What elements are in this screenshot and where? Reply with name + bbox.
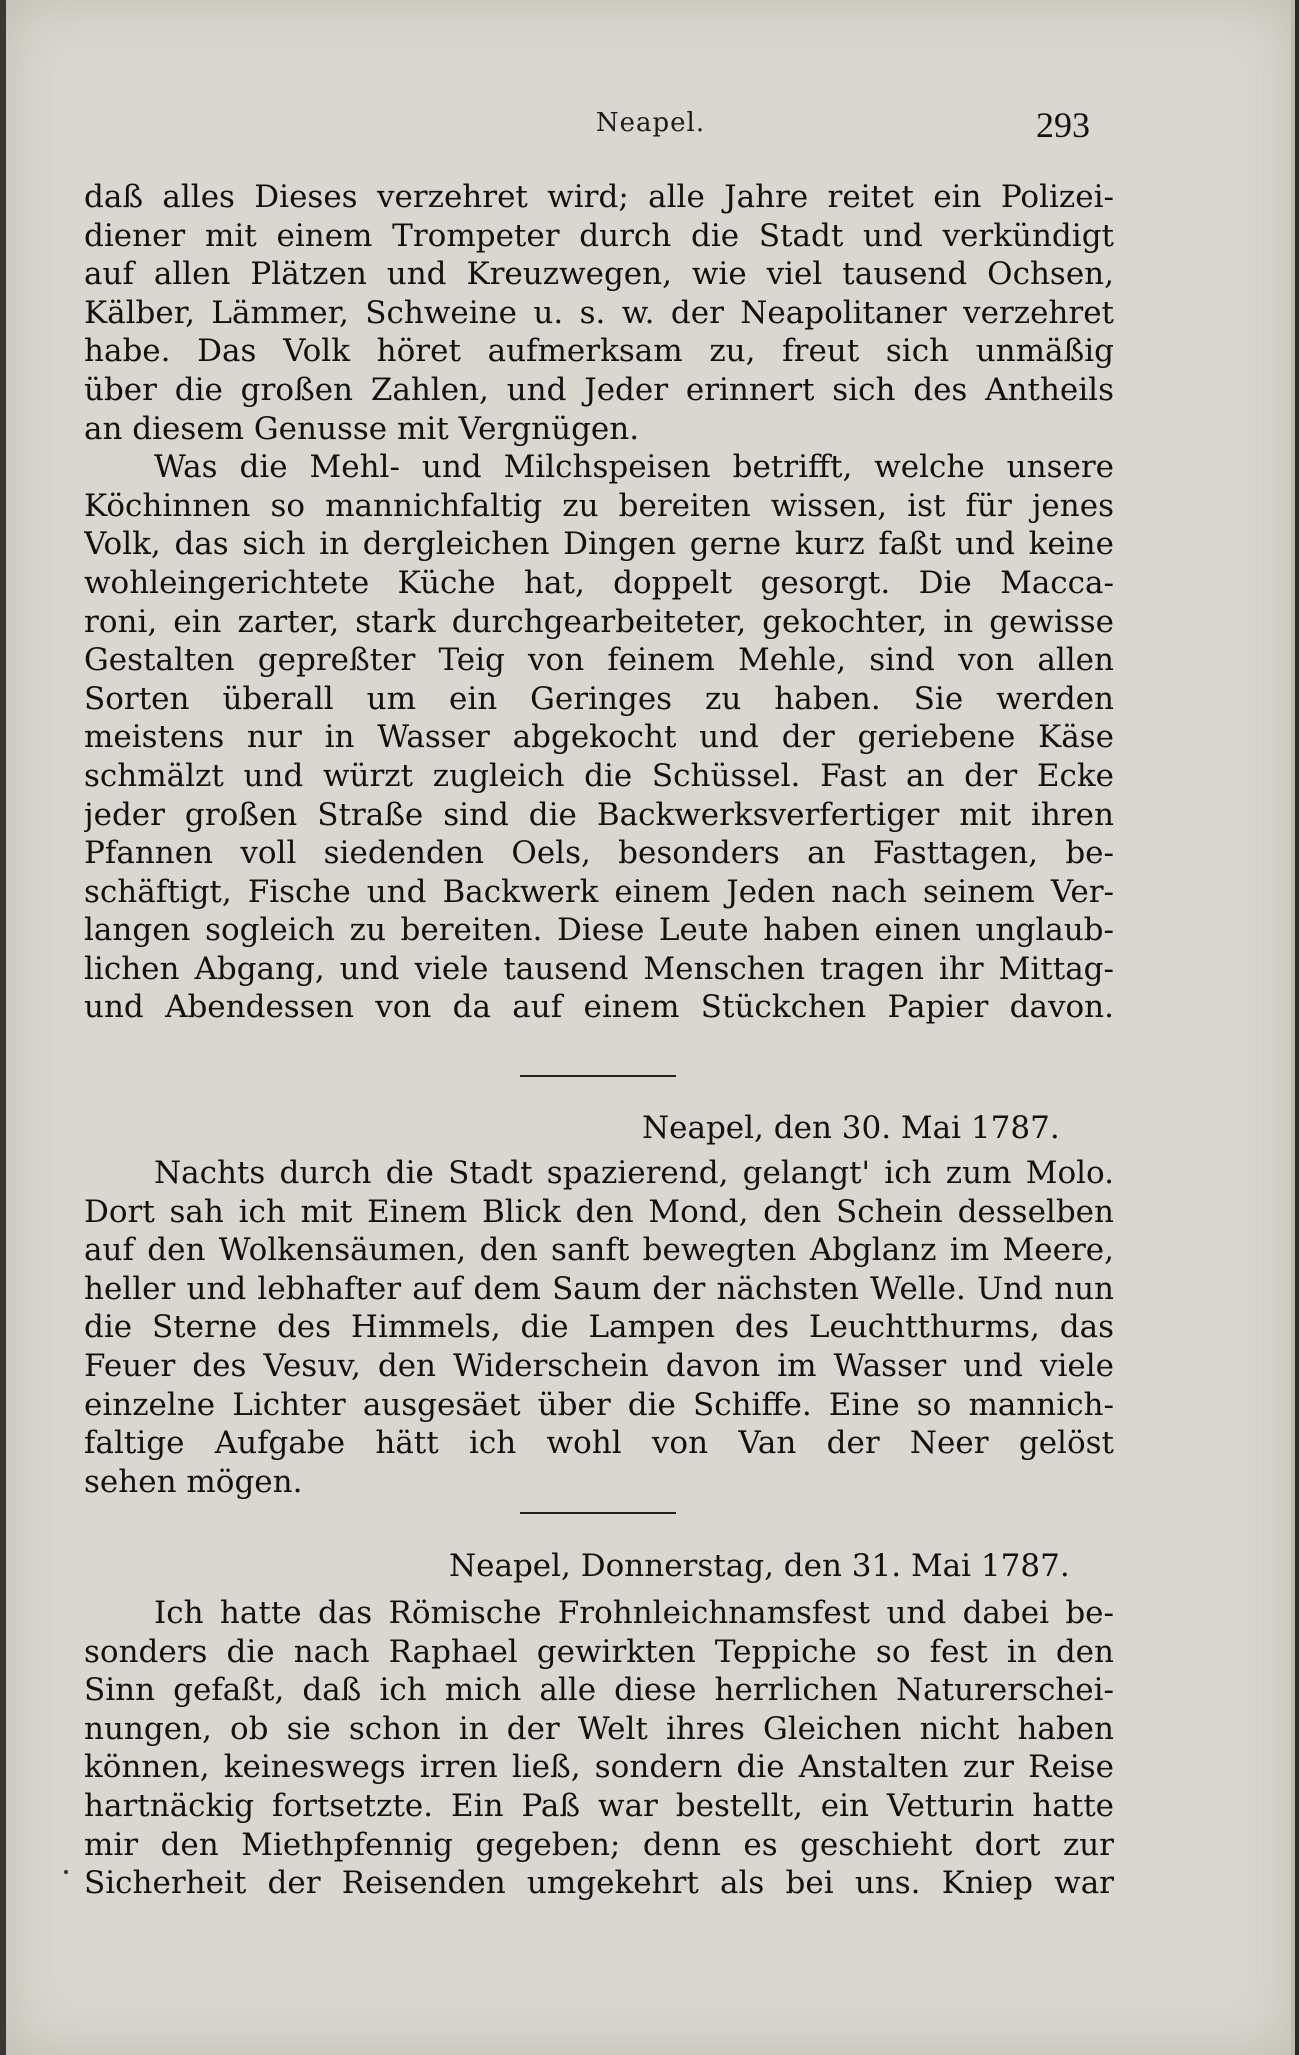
text-line: Pfannen voll siedenden Oels, besonders an Fasttagen, be- [84, 835, 1114, 872]
text-line: die Sterne des Himmels, die Lampen des Leuchtthurms, das [84, 1309, 1114, 1346]
text-line: mir den Miethpfennig gegeben; denn es geschieht dort zur [84, 1826, 1114, 1863]
text-line: Nachts durch die Stadt spazierend, gelangt' ich zum Molo. [154, 1155, 1114, 1191]
page-number: 293 [1036, 105, 1090, 145]
text-line: Sorten überall um ein Geringes zu haben. Sie werden [84, 680, 1114, 717]
text-line: Feuer des Vesuv, den Widerschein davon im Wasser und viele [84, 1347, 1114, 1384]
paragraph-block-1 [84, 178, 1114, 1027]
book-page [6, 0, 1295, 2055]
paragraph-block-3 [84, 1594, 1114, 1903]
page-edge [1291, 0, 1295, 2055]
text-line: lichen Abgang, und viele tausend Menschen tragen ihr Mittag- [84, 950, 1114, 987]
dateline: Neapel, den 30. Mai 1787. [642, 1110, 1060, 1146]
text-line: Sicherheit der Reisenden umgekehrt als bei uns. Kniep war [84, 1865, 1114, 1902]
text-line: schäftigt, Fische und Backwerk einem Jeden nach seinem Ver- [84, 873, 1114, 910]
text-line: meistens nur in Wasser abgekocht und der geriebene Käse [84, 719, 1114, 756]
ink-speck [64, 1870, 68, 1874]
paragraph-block-2 [84, 1154, 1114, 1501]
text-line: und Abendessen von da auf einem Stückchen Papier davon. [84, 989, 1114, 1026]
text-line: an diesem Genusse mit Vergnügen. [84, 410, 640, 447]
text-line: Dort sah ich mit Einem Blick den Mond, den Schein desselben [84, 1193, 1114, 1230]
text-line: faltige Aufgabe hätt ich wohl von Van der Neer gelöst [84, 1425, 1114, 1462]
text-line: können, keineswegs irren ließ, sondern die Anstalten zur Reise [84, 1749, 1114, 1786]
section-divider [520, 1512, 676, 1514]
text-line: Köchinnen so mannichfaltig zu bereiten wissen, ist für jenes [84, 487, 1114, 524]
text-line: sonders die nach Raphael gewirkten Teppiche so fest in den [84, 1633, 1114, 1670]
text-line: Kälber, Lämmer, Schweine u. s. w. der Neapolitaner verzehret [84, 294, 1114, 331]
running-title: Neapel. [595, 108, 706, 138]
text-line: hartnäckig fortsetzte. Ein Paß war bestellt, ein Vetturin hatte [84, 1787, 1114, 1824]
text-line: Volk, das sich in dergleichen Dingen gerne kurz faßt und keine [84, 526, 1114, 563]
text-line: daß alles Dieses verzehret wird; alle Jahre reitet ein Polizei- [84, 179, 1114, 215]
text-line: roni, ein zarter, stark durchgearbeiteter, gekochter, in gewisse [84, 603, 1114, 640]
text-line: über die großen Zahlen, und Jeder erinnert sich des Antheils [84, 371, 1114, 408]
text-line: schmälzt und würzt zugleich die Schüssel. Fast an der Ecke [84, 757, 1114, 794]
text-line: nungen, ob sie schon in der Welt ihres Gleichen nicht haben [84, 1710, 1114, 1747]
text-line: diener mit einem Trompeter durch die Stadt und verkündigt [84, 217, 1114, 254]
text-line: Ich hatte das Römische Frohnleichnamsfest und dabei be- [154, 1595, 1114, 1631]
text-line: wohleingerichtete Küche hat, doppelt gesorgt. Die Macca- [84, 564, 1114, 601]
text-line: einzelne Lichter ausgesäet über die Schiffe. Eine so mannich- [84, 1386, 1114, 1423]
section-divider [520, 1075, 676, 1077]
text-line: langen sogleich zu bereiten. Diese Leute haben einen unglaub- [84, 912, 1114, 949]
text-line: auf allen Plätzen und Kreuzwegen, wie viel tausend Ochsen, [84, 256, 1114, 293]
text-line: sehen mögen. [84, 1463, 303, 1500]
text-line: auf den Wolkensäumen, den sanft bewegten Abglanz im Meere, [84, 1232, 1114, 1269]
text-line: habe. Das Volk höret aufmerksam zu, freut sich unmäßig [84, 333, 1114, 370]
text-line: jeder großen Straße sind die Backwerksverfertiger mit ihren [84, 796, 1114, 833]
text-line: Was die Mehl- und Milchspeisen betrifft, welche unsere [154, 449, 1114, 486]
dateline: Neapel, Donnerstag, den 31. Mai 1787. [449, 1548, 1070, 1584]
text-line: Sinn gefaßt, daß ich mich alle diese herrlichen Naturerschei- [84, 1672, 1114, 1709]
text-line: Gestalten gepreßter Teig von feinem Mehle, sind von allen [84, 642, 1114, 679]
text-line: heller und lebhafter auf dem Saum der nächsten Welle. Und nun [84, 1270, 1114, 1307]
